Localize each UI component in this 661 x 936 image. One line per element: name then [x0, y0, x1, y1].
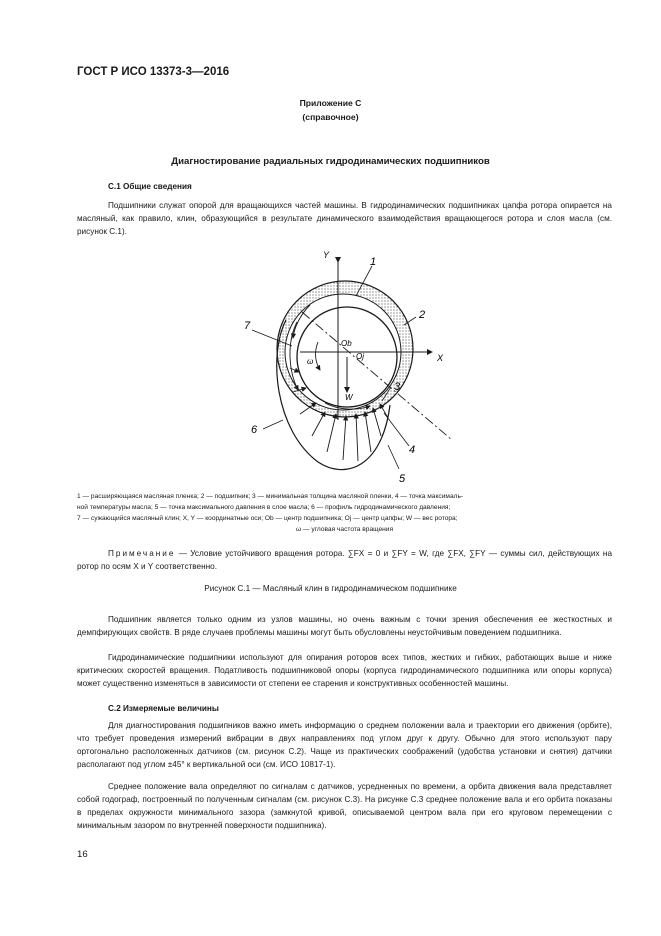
annex-title: Приложение С: [299, 98, 362, 108]
callout-4: 4: [409, 444, 416, 456]
section-1-heading: С.1 Общие сведения: [108, 182, 192, 191]
callout-6: 6: [251, 424, 258, 436]
figure-note: [77, 547, 612, 573]
document-title: Диагностирование радиальных гидродинамических подшипников: [171, 156, 490, 167]
annex-kind: (справочное): [302, 112, 359, 122]
doc-header: ГОСТ Р ИСО 13373-3—2016: [77, 66, 230, 78]
section-2-heading: С.2 Измеряемые величины: [108, 704, 219, 713]
paragraph: Подшипник является только одним из узлов машины, но очень важным с точки зрения обеспечения ее жесткостных и демпфирующих свойств. В ряде случаев проблемы машины могут быть обусловлены неустойчивым поведением подшипника.: [77, 615, 612, 637]
oj-label: Oj: [356, 352, 364, 361]
callout-7: 7: [244, 320, 251, 332]
note-prefix: Примечание: [108, 549, 176, 558]
x-axis-label: X: [437, 353, 444, 363]
callout-3: 3: [394, 381, 401, 393]
paragraph: Среднее положение вала определяют по сигналам с датчиков, усредненных по времени, а орбита движения вала представляет собой годограф, построенный по полученным сигналам (см. рисунок С.3). На рисунке С.3 среднее положение вала и его орбита показаны в пределах окружности минимального зазора (замкнутой кривой, описываемой центром вала при его круговом перемещении с минимальным зазором по внутренней поверхности подшипника).: [77, 782, 612, 830]
y-axis-label: Y: [323, 250, 330, 260]
ob-label: Ob: [341, 339, 352, 348]
w-label: W: [345, 393, 353, 402]
paragraph: Гидродинамические подшипники используют для опирания роторов всех типов, жестких и гибких, работающих выше и ниже критических скоростей вращения. Податливость подшипниковой опоры (корпуса гидродинамического подшипника или опоры корпуса) может существенно изменяться в зависимости от степени ее старения и конструктивных особенностей машины.: [77, 653, 612, 688]
figure-caption: Рисунок С.1 — Масляный клин в гидродинамическом подшипнике: [204, 584, 457, 593]
callout-5: 5: [399, 473, 406, 485]
legend-line: 1 — расширяющаяся масляная пленка; 2 — подшипник; 3 — минимальная толщина масляной пленки, 4 — точка максималь-: [77, 493, 464, 500]
page-number: 16: [77, 849, 88, 860]
section-1-paragraph: Подшипники служат опорой для вращающихся частей машины. В гидродинамических подшипниках цапфа ротора опирается на масляный, как правило, клин, образующийся в результате динамического взаимодействия вращающегося ротора и слоя масла (см. рисунок С.1).: [77, 201, 612, 236]
legend-line: ω — угловая частота вращения: [295, 526, 394, 533]
omega-label: ω: [307, 357, 314, 366]
figure-legend: [77, 491, 612, 535]
callout-1: 1: [370, 256, 377, 268]
legend-line: 7 — сужающийся масляный клин; X, Y — координатные оси; Ob — центр подшипника; Oj — центр цапфы; W — вес ротора;: [77, 515, 458, 522]
paragraph: Для диагностирования подшипников важно иметь информацию о среднем положении вала и траектории его движения (орбите), что требует проведения измерений вибрации в двух направлениях под углом друг к другу. Обычно для этого используют пару ортогонально расположенных датчиков (см. рисунок С.2). Чаще из практических соображений (удобства установки и снятия) датчики располагают под углом ±45° к вертикальной оси (см. ИСО 10817-1).: [77, 721, 612, 769]
callout-2: 2: [419, 309, 426, 321]
legend-line: ной температуры масла; 5 — точка максимального давления в слое масла; 6 — профиль гидродинамического давления;: [77, 504, 451, 511]
note-text: — Условие устойчивого вращения ротора. ∑FX = 0 и ∑FY = W, где ∑FX, ∑FY — суммы сил, действующих на ротор по осям X и Y соответственно.: [77, 549, 612, 571]
